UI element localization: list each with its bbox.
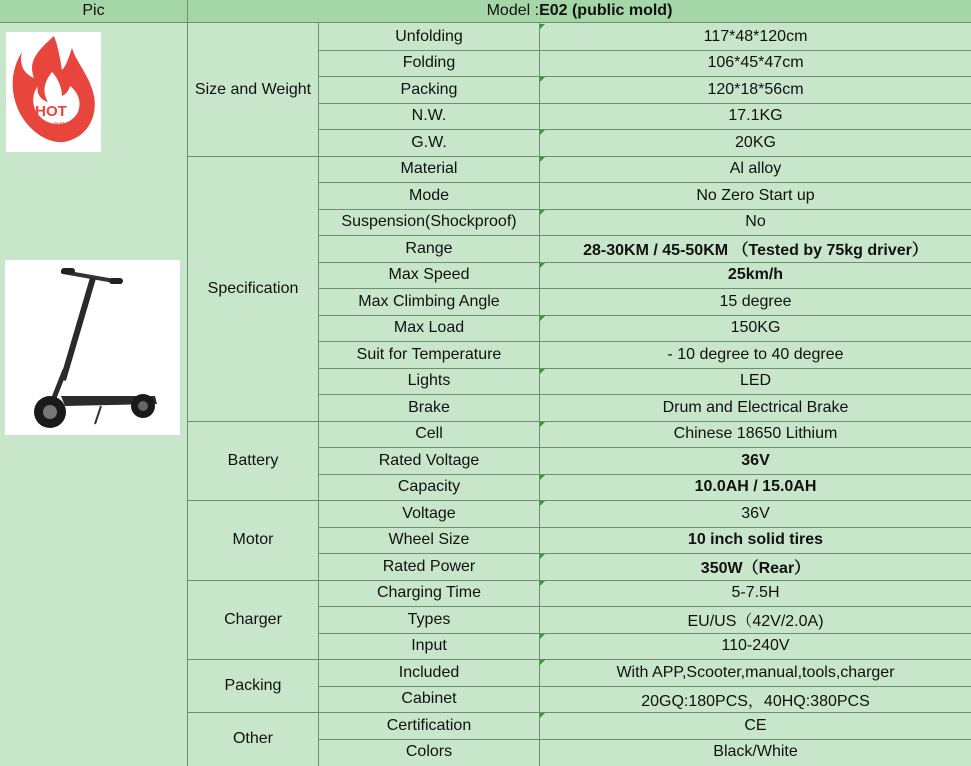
row-label: Max Speed: [388, 266, 470, 283]
row-label: Input: [411, 637, 447, 654]
cell-corner-mark: [540, 634, 545, 639]
row-label: Colors: [405, 743, 453, 760]
row-value: 15 degree: [719, 292, 792, 310]
row-label: Material: [400, 160, 458, 177]
row-value: 106*45*47cm: [707, 54, 804, 71]
cell-corner-mark: [540, 475, 545, 480]
cell-corner-mark: [540, 24, 545, 29]
pic-header: [0, 0, 187, 22]
hot-price-badge: [6, 32, 101, 152]
cell-corner-mark: [540, 581, 545, 586]
row-value: Chinese 18650 Lithium: [673, 425, 838, 442]
row-value: Drum and Electrical Brake: [662, 398, 849, 416]
row-label: Wheel Size: [388, 531, 470, 548]
badge-line1: HOT: [35, 103, 67, 120]
row-label: Rated Voltage: [378, 451, 480, 469]
cell-corner-mark: [540, 263, 545, 268]
cell-corner-mark: [540, 422, 545, 427]
cell-corner-mark: [540, 501, 545, 506]
row-label: Voltage: [402, 504, 456, 522]
scooter-image: [5, 260, 180, 435]
row-value: 120*18*56cm: [707, 80, 804, 98]
row-value: 20KG: [735, 133, 776, 151]
row-label: Cell: [415, 425, 443, 442]
row-label: Charging Time: [376, 584, 482, 601]
row-value: - 10 degree to 40 degree: [667, 345, 844, 363]
row-value: 110-240V: [721, 637, 790, 654]
cell-corner-mark: [540, 130, 545, 135]
row-value: 350W（Rear）: [700, 560, 811, 577]
row-value: 36V: [741, 504, 770, 522]
cell-corner-mark: [540, 713, 545, 718]
badge-line2: PRICE: [37, 121, 65, 131]
row-label: Certification: [386, 716, 472, 734]
group-name: Charger: [224, 611, 282, 628]
pic-header-label: Pic: [82, 2, 105, 19]
col-divider-group: [318, 22, 319, 766]
row-label: Cabinet: [401, 690, 457, 707]
row-value: LED: [739, 372, 772, 389]
row-value: No Zero Start up: [696, 186, 815, 204]
row-label: Max Load: [393, 319, 465, 336]
row-value: 10 inch solid tires: [687, 531, 824, 548]
row-label: Lights: [407, 372, 451, 389]
row-label: Brake: [408, 398, 450, 416]
flame-icon: [6, 32, 101, 152]
model-value: E02 (public mold): [539, 2, 673, 19]
scooter-icon: [5, 260, 180, 435]
cell-corner-mark: [540, 77, 545, 82]
row-value: 36V: [741, 451, 770, 469]
row-value: 28-30KM / 45-50KM （Tested by 75kg driver）: [583, 242, 928, 259]
cell-corner-mark: [540, 369, 545, 374]
row-value: 117*48*120cm: [703, 27, 808, 45]
cell-corner-mark: [540, 554, 545, 559]
group-name: Specification: [207, 279, 299, 297]
row-value: CE: [744, 716, 767, 734]
row-label: Mode: [408, 186, 450, 204]
group-name: Other: [232, 729, 273, 747]
group-name: Battery: [227, 452, 279, 469]
row-label: N.W.: [411, 107, 447, 124]
model-prefix: Model :: [486, 2, 540, 19]
cell-corner-mark: [540, 157, 545, 162]
row-value: Black/White: [713, 743, 798, 760]
group-name: Motor: [232, 531, 274, 548]
row-label: Max Climbing Angle: [358, 292, 500, 310]
row-label: Suit for Temperature: [356, 345, 502, 363]
row-label: Types: [407, 610, 451, 628]
row-value: 25km/h: [727, 266, 784, 283]
row-value: 20GQ:180PCS，40HQ:380PCS: [641, 692, 870, 710]
row-label: Unfolding: [395, 27, 463, 45]
row-value: 5-7.5H: [731, 584, 780, 601]
row-value: EU/US（42V/2.0A): [687, 613, 824, 630]
row-label: Packing: [400, 80, 458, 98]
col-divider-pic: [187, 0, 188, 766]
row-value: No: [745, 213, 766, 230]
row-value: 17.1KG: [728, 107, 783, 124]
row-value: 10.0AH / 15.0AH: [694, 478, 817, 495]
row-value: 150KG: [730, 319, 781, 336]
row-label: Rated Power: [382, 557, 476, 575]
group-name: Size and Weight: [194, 80, 312, 98]
row-label: Capacity: [397, 478, 461, 495]
cell-corner-mark: [540, 210, 545, 215]
row-label: Suspension(Shockproof): [341, 213, 517, 230]
group-name: Packing: [224, 676, 282, 694]
row-value: Al alloy: [729, 160, 782, 177]
row-label: G.W.: [411, 133, 447, 151]
row-label: Included: [398, 663, 460, 681]
cell-corner-mark: [540, 660, 545, 665]
cell-corner-mark: [540, 316, 545, 321]
model-header: [188, 0, 971, 22]
col-divider-label: [539, 22, 540, 766]
row-value: With APP,Scooter,manual,tools,charger: [616, 663, 895, 681]
row-label: Folding: [402, 54, 456, 71]
row-label: Range: [405, 239, 453, 257]
